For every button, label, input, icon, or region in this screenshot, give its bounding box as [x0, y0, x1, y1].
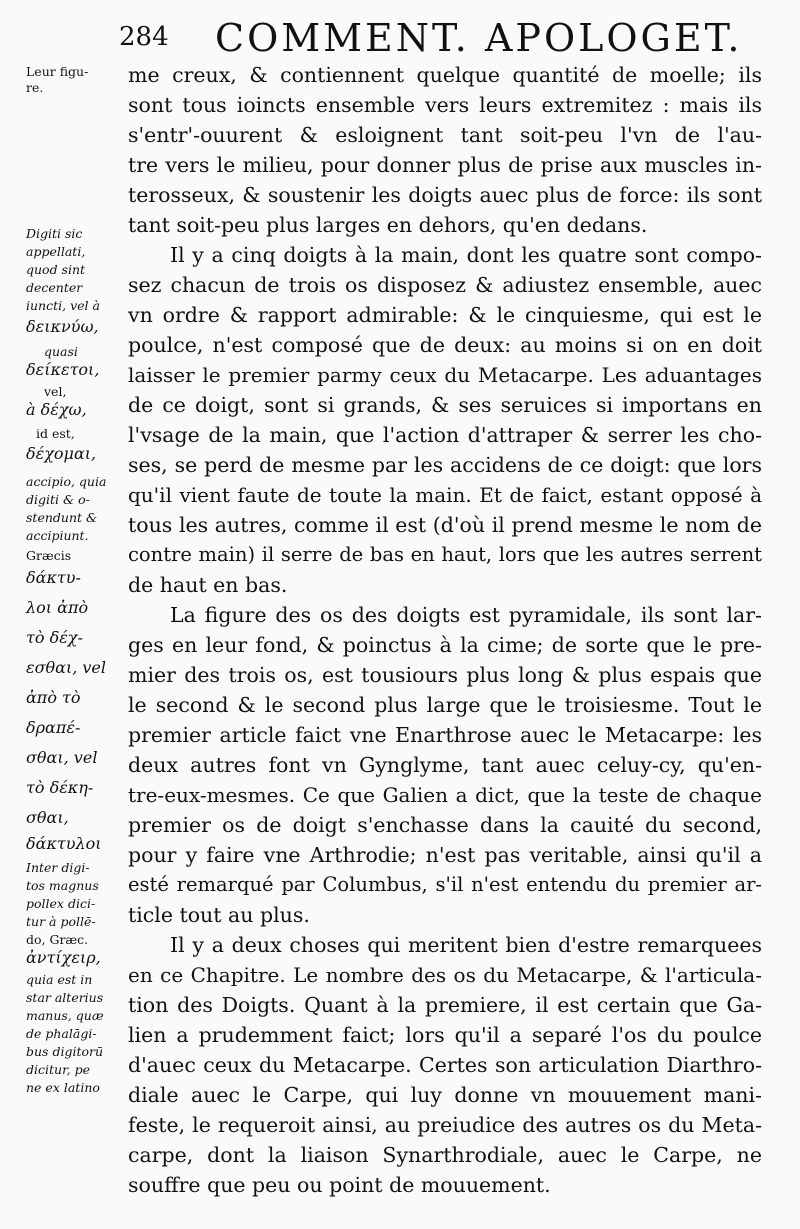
body-line: carpe, dont la liaison Synarthrodiale, auec le Carpe, ne — [128, 1143, 762, 1167]
body-line: souffre que peu ou point de mouuement. — [128, 1173, 551, 1197]
body-line: tre-eux-mesmes. Ce que Galien a dict, que la teste de chaque — [128, 783, 762, 807]
body-line: s'entr'-ouurent & esloignent tant soit-peu l'vn de l'au- — [128, 123, 762, 147]
margin-note: τὸ δέκη- — [26, 778, 94, 797]
body-line: La figure des os des doigts est pyramidale, ils sont lar- — [170, 603, 762, 627]
body-line: contre main) il serre de bas en haut, lors que les autres serrent — [128, 543, 762, 566]
body-line: tant soit-peu plus larges en dehors, qu'en dedans. — [128, 213, 648, 237]
body-line: terosseux, & soustenir les doigts auec plus de force: ils sont — [128, 183, 762, 207]
body-line: Il y a cinq doigts à la main, dont les quatre sont compo- — [170, 243, 762, 267]
margin-note: εσθαι, vel — [26, 658, 107, 677]
body-line: diale auec le Carpe, qui luy donne vn mouuement mani- — [128, 1083, 762, 1107]
margin-note: σθαι, — [26, 808, 69, 827]
margin-note: bus digitorū — [26, 1044, 104, 1059]
margin-note: star alterius — [26, 990, 104, 1005]
body-line: en ce Chapitre. Le nombre des os du Metacarpe, & l'articula- — [128, 963, 762, 987]
body-line: vn ordre & rapport admirable: & le cinquiesme, qui est le — [128, 303, 762, 327]
body-line: feste, le requeroit ainsi, au preiudice des autres os du Meta- — [128, 1113, 762, 1137]
margin-note: accipiunt. — [26, 528, 89, 543]
margin-note: tos magnus — [26, 878, 99, 893]
body-line: ses, se perd de mesme par les accidens de ce doigt: que lors — [128, 453, 762, 477]
margin-note: re. — [26, 80, 44, 95]
margin-note: δάκτυλοι — [26, 834, 102, 853]
body-line: pour y faire vne Arthrodie; n'est pas veritable, ainsi qu'il a — [128, 843, 762, 867]
running-title: COMMENT. APOLOGET. — [215, 16, 743, 60]
margin-note: δείκετοι, — [26, 360, 100, 379]
body-line: premier os de doigt s'enchasse dans la cauité du second, — [128, 813, 762, 837]
margin-note: σθαι, vel — [26, 748, 98, 767]
margin-note: pollex dici- — [26, 896, 96, 911]
margin-note: id est, — [36, 426, 75, 441]
body-line: le second & le second plus large que le troisiesme. Tout le — [128, 693, 762, 717]
body-line: lien a prudemment faict; lors qu'il a separé l'os du poulce — [128, 1023, 762, 1047]
margin-note: de phalāgi- — [26, 1026, 97, 1041]
body-line: esté remarqué par Columbus, s'il n'est entendu du premier ar- — [128, 873, 762, 896]
body-line: ticle tout au plus. — [128, 903, 310, 927]
margin-note: quia est in — [26, 972, 93, 987]
body-line: Il y a deux choses qui meritent bien d'estre remarquees — [170, 933, 762, 957]
margin-note: digiti & o- — [26, 492, 90, 507]
margin-note: iuncti, vel à — [26, 298, 100, 313]
margin-note: stendunt & — [26, 510, 98, 525]
margin-note: ἀπὸ τὸ — [26, 688, 81, 707]
body-line: sont tous ioincts ensemble vers leurs extremitez : mais ils — [128, 93, 762, 117]
body-line: laisser le premier parmy ceux du Metacarpe. Les aduantages — [128, 363, 762, 387]
margin-note: Digiti sic — [26, 226, 83, 241]
body-line: sez chacun de trois os disposez & adiustez ensemble, auec — [128, 273, 762, 297]
page-header — [115, 12, 775, 62]
body-line: d'auec ceux du Metacarpe. Certes son articulation Diarthro- — [128, 1053, 762, 1077]
page-number: 284 — [119, 22, 169, 52]
body-line: premier article faict vne Enarthrose auec le Metacarpe: les — [128, 723, 762, 747]
margin-note: dicitur, pe — [26, 1062, 91, 1077]
margin-note: do, Græc. — [26, 932, 89, 947]
body-line: l'vsage de la main, que l'action d'attraper & serrer les cho- — [128, 423, 762, 447]
body-line: qu'il vient faute de toute la main. Et de faict, estant opposé à — [128, 483, 762, 507]
margin-note: ne ex latino — [26, 1080, 100, 1095]
margin-note: δεικνύω, — [26, 317, 99, 336]
body-line: de haut en bas. — [128, 573, 288, 597]
margin-note: vel, — [44, 384, 67, 399]
margin-note: quasi — [44, 344, 78, 359]
body-line: me creux, & contiennent quelque quantité de moelle; ils — [128, 63, 762, 87]
body-line: mier des trois os, est tousiours plus long & plus espais que — [128, 663, 762, 687]
margin-note: δέχομαι, — [26, 444, 97, 463]
margin-note: Leur figu- — [26, 64, 89, 79]
margin-note: λοι ἀπὸ — [26, 598, 89, 617]
body-line: tre vers le milieu, pour donner plus de prise aux muscles in- — [128, 153, 762, 177]
margin-note: Græcis — [26, 548, 72, 563]
margin-note: δάκτυ- — [26, 568, 81, 587]
body-line: tous les autres, comme il est (d'où il prend mesme le nom de — [128, 513, 762, 537]
margin-note: δραπέ- — [26, 718, 81, 737]
margin-note: τὸ δέχ- — [26, 628, 83, 647]
body-line: poulce, n'est composé que de deux: au moins si on en doit — [128, 333, 762, 357]
margin-note: appellati, — [26, 244, 86, 259]
margin-note: à δέχω, — [26, 400, 87, 419]
margin-note: decenter — [26, 280, 83, 295]
margin-note: Inter digi- — [26, 860, 90, 875]
margin-note: ἀντίχειρ, — [26, 948, 101, 967]
body-line: tion des Doigts. Quant à la premiere, il est certain que Ga- — [128, 993, 762, 1017]
margin-note: quod sint — [26, 262, 86, 277]
margin-note: tur à pollē- — [26, 914, 96, 929]
margin-note: accipio, quia — [26, 474, 107, 489]
body-line: deux autres font vn Gynglyme, tant auec celuy-cy, qu'en- — [128, 753, 762, 777]
body-line: ges en leur fond, & poinctus à la cime; de sorte que le pre- — [128, 633, 762, 657]
margin-note: manus, quæ — [26, 1008, 104, 1023]
body-line: de ce doigt, sont si grands, & ses seruices si importans en — [128, 393, 762, 417]
